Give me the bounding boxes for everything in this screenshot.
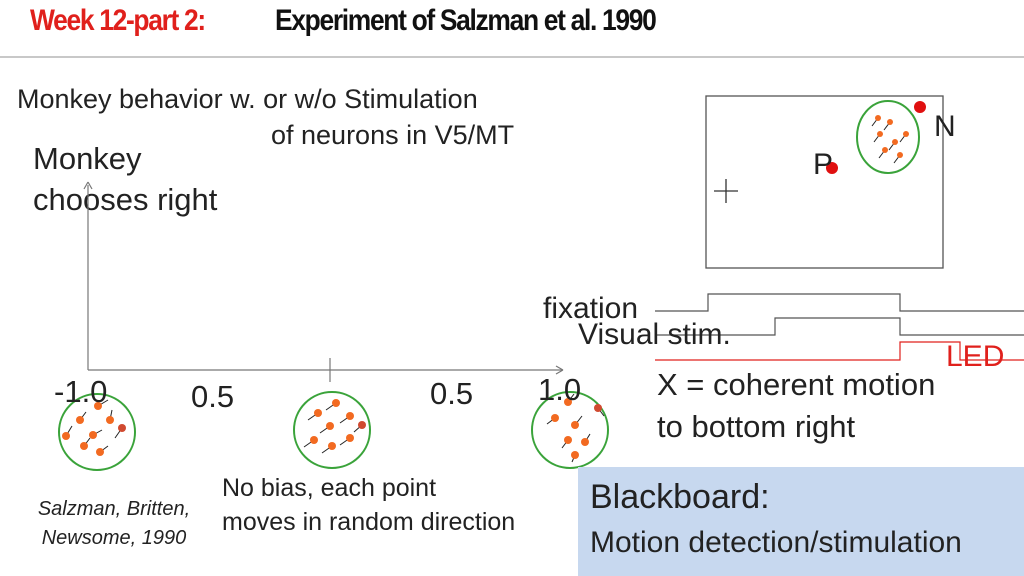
graph-label-line1: Monkey behavior w. or w/o Stimulation [17, 84, 478, 114]
blackboard-subtitle: Motion detection/stimulation [590, 526, 962, 559]
fixation-trace [655, 294, 1024, 311]
x-tick-label-1: -1.0 [54, 374, 108, 409]
x-tick-label-4: 1.0 [538, 372, 582, 407]
led-label: LED [946, 340, 1005, 373]
target-p-label: P [813, 148, 834, 181]
graph-axes [84, 182, 563, 382]
graph-label-line2: of neurons in V5/MT [271, 120, 515, 150]
y-axis-label-line1: Monkey [33, 141, 142, 176]
receptive-field-diagram [706, 96, 943, 268]
y-axis-label-line2: chooses right [33, 182, 218, 217]
x-tick-label-3: 0.5 [430, 376, 474, 411]
note-line2: to bottom right [657, 409, 856, 444]
citation-line1: Salzman, Britten, [37, 498, 191, 520]
target-n-label: N [934, 110, 956, 143]
x-tick-label-2: 0.5 [191, 379, 235, 414]
stimulus-patch-center [294, 392, 370, 468]
title-prefix: Week 12-part 2: [30, 4, 205, 37]
stimulus-caption-line2: moves in random direction [222, 508, 516, 536]
citation-line2: Newsome, 1990 [41, 527, 187, 549]
stimulus-caption-line1: No bias, each point [222, 474, 437, 502]
blackboard-title: Blackboard: [590, 478, 770, 516]
note-line1: X = coherent motion [657, 367, 936, 402]
target-n-dot [914, 101, 926, 113]
page-title: Experiment of Salzman et al. 1990 [275, 4, 656, 37]
visual-stim-label: Visual stim. [578, 318, 731, 351]
fixation-label: fixation [543, 292, 639, 325]
